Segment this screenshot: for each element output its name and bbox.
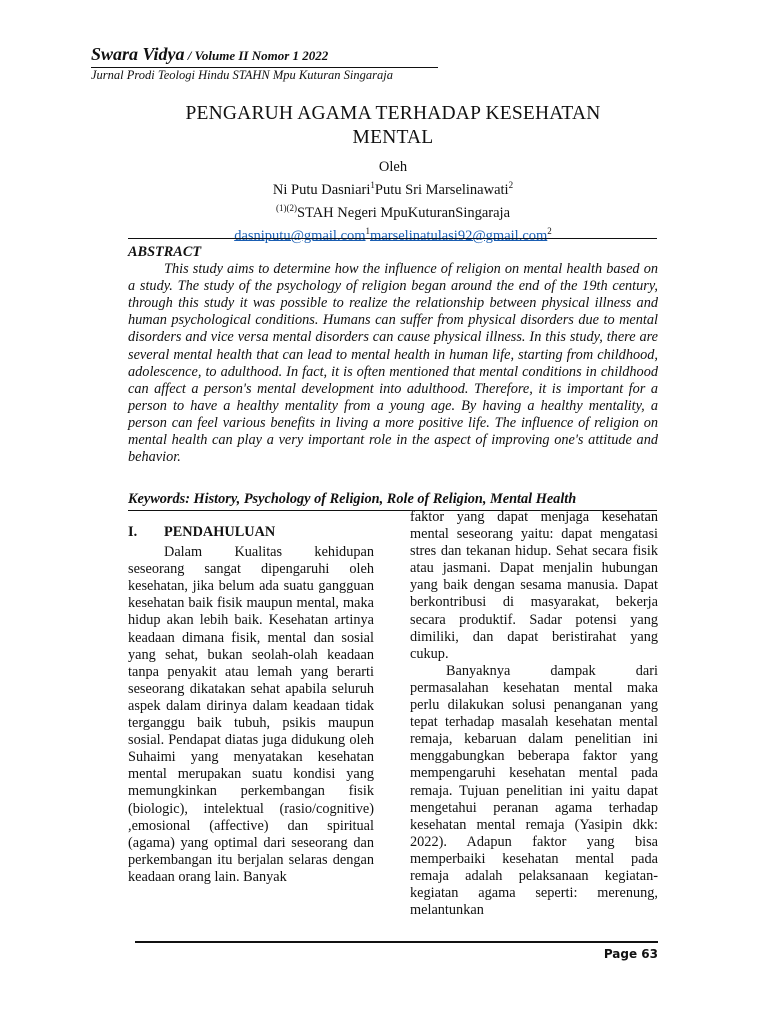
footer-rule [135, 941, 658, 943]
journal-volume: / Volume II Nomor 1 2022 [184, 48, 329, 63]
abstract-text: This study aims to determine how the influence of religion on mental health based on a study. The study of the psychology of religion began around the end of the 19th century, through this study it was possible to realize the relationship between physical illness and human psychological conditions. Humans can suffer from physical disorders due to mental disorders and vice versa mental disorders can cause physical illness. In this study, there are several mental health that can lead to mental health in human life, starting from childhood, adolescence, to adulthood. In fact, it is often mentioned that mental conditions in childhood can affect a person's mental development into adulthood. Therefore, it is important for a person to have a healthy mentality from a young age. By having a healthy mentality, a person can feel various benefits in living a more positive life. The influence of religion on mental health can play a very important role in the aspect of improving one's attitude and behavior. [128, 261, 658, 466]
section-heading [128, 524, 374, 541]
paragraph-impact: Banyaknya dampak dari permasalahan kesehatan mental maka perlu dilakukan solusi penanganan yang tepat terhadap masalah kesehatan mental remaja, kebaruan dalam penelitian ini menggabungkan beberapa faktor yang mempengaruhi kesehatan mental pada remaja. Tujuan penelitian ini yaitu dapat mengetahui peranan agama terhadap kesehatan mental remaja (Yasipin dkk: 2022). Adapun faktor yang bisa memperbaiki kesehatan mental pada remaja adalah pelaksanaan kegiatan-kegiatan agama seperti: merenung, melantunkan [410, 662, 658, 919]
section-number: I. [128, 524, 138, 540]
by-line: Oleh [378, 159, 408, 175]
author-2: Putu Sri Marselinawati [374, 181, 509, 198]
emails [128, 222, 658, 245]
paragraph-intro: Dalam Kualitas kehidupan seseorang sangat dipengaruhi oleh kesehatan, jika belum ada suatu gangguan kesehatan baik fisik maupun mental, maka hidup akan lebih baik. Kesehatan artinya keadaan dimana fisik, mental dan sosial yang sehat, bukan seolah-olah keadaan tanpa penyakit atau lemah yang berarti seseorang dikatakan sehat apabila seluruh aspek dalam dirinya dalam keadaan tidak terganggu baik tubuh, psikis maupun sosial. Pendapat diatas juga didukung oleh Suhaimi yang menyatakan kesehatan mental merupakan suatu kondisi yang memungkinkan perkembangan fisik (biologic), intelektual (rasio/cognitive) ,emosional (affective) dan spiritual (agama) yang optimal dari seseorang dan perkembangan itu berjalan selaras dengan keadaan orang lain. Banyak [128, 544, 374, 885]
email-link-2[interactable]: marselinatulasi92@gmail.com [370, 227, 548, 244]
journal-title [91, 44, 441, 66]
body-column-left [128, 524, 374, 886]
abstract-top-rule [128, 238, 657, 239]
article-title-line-1: PENGARUH AGAMA TERHADAP KESEHATAN [185, 103, 601, 124]
affiliation [128, 199, 658, 222]
article-title-line-2: MENTAL [352, 127, 434, 148]
author-names [128, 176, 658, 199]
author-1-sup: 1 [370, 180, 375, 190]
author-block [128, 158, 658, 244]
abstract [128, 244, 658, 466]
section-title: PENDAHULUAN [164, 524, 276, 540]
email-link-1[interactable]: dasniputu@gmail.com [234, 227, 366, 244]
journal-header [91, 44, 441, 83]
email-1-sup: 1 [365, 225, 371, 236]
paragraph-continued: faktor yang dapat menjaga kesehatan mental seseorang yaitu: dapat mengatasi stres dan tekanan hidup. Sehat secara fisik atau jasmani. Dapat menjalin hubungan yang baik dengan sesama manusia. Dapat berkontribusi di masyarakat, bekerja secara produktif. Sadar potensi yang dimiliki, dan dapat beristirahat yang cukup. [410, 509, 658, 662]
keywords: Keywords: History, Psychology of Religion, Role of Religion, Mental Health [128, 491, 577, 507]
email-2-sup: 2 [547, 225, 552, 236]
author-1: Ni Putu Dasniari [272, 181, 371, 198]
author-2-sup: 2 [508, 180, 514, 190]
affiliation-text: STAH Negeri MpuKuturanSingaraja [296, 204, 511, 221]
page-number: Page 63 [603, 947, 658, 961]
body-column-right [410, 509, 658, 919]
journal-name: Swara Vidya [91, 44, 185, 64]
journal-subtitle: Jurnal Prodi Teologi Hindu STAHN Mpu Kuturan Singaraja [91, 68, 393, 82]
affiliation-sup: (1)(2) [275, 202, 297, 213]
article-title [128, 102, 658, 150]
abstract-label: ABSTRACT [128, 244, 202, 260]
